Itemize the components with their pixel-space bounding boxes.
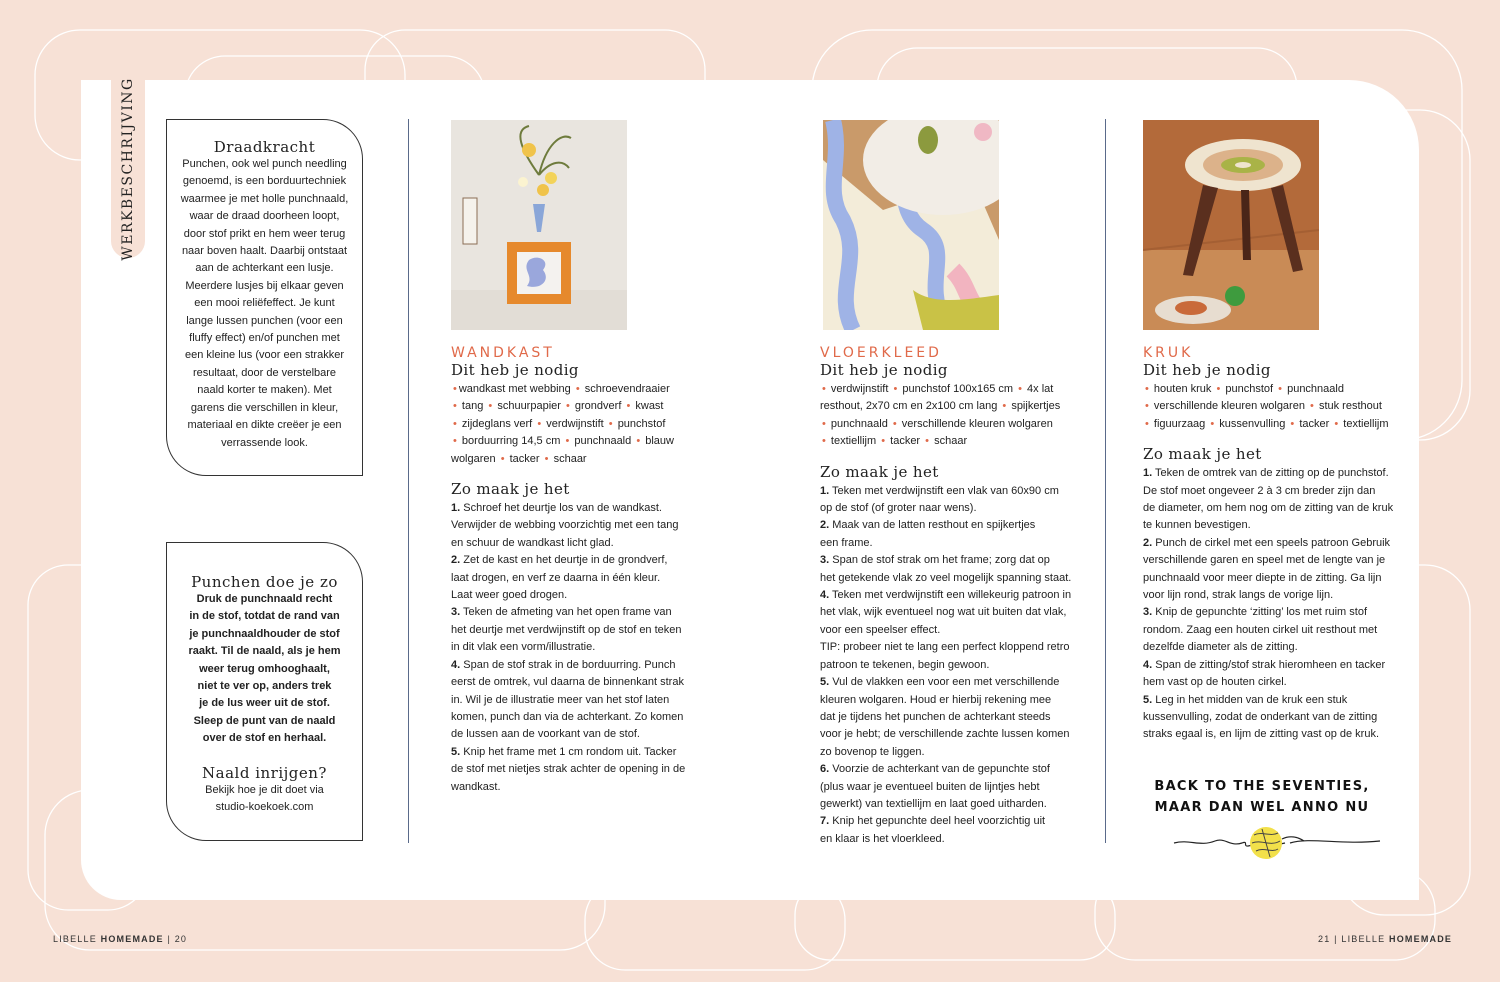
list-item: 4. Span de zitting/stof strak hieromheen en tacker hem vast op de houten cirkel. — [1143, 658, 1386, 689]
kruk-how-heading: Zo maak je het — [1143, 445, 1262, 464]
list-item: 2. Zet de kast en het deurtje in de grondverf, laat drogen, en verf ze daarna in één kleur. Laat weer goed drogen. — [451, 554, 668, 602]
vloerkleed-title: VLOERKLEED — [820, 345, 942, 361]
footer-right: 21 | LIBELLE HOMEMADE — [1318, 934, 1453, 944]
wandkast-photo — [451, 120, 627, 330]
section-tab-label: WERKBESCHRIJVING — [120, 77, 136, 261]
wandkast-how-heading: Zo maak je het — [451, 480, 570, 499]
wandkast-materials: • wandkast met webbing • schroevendraaier • tang • schuurpapier • grondverf • kwast • zijdeglans verf • verdwijnstift • punchstof • borduurring 14,5 cm • punchnaald • blauw wolgaren • tacker • schaar — [451, 383, 674, 465]
list-item: 1. Teken de omtrek van de zitting op de punchstof. De stof moet ongeveer 2 à 3 cm breder zijn dan de diameter, om hem nog om de zitting van de kruk te kunnen bevestigen. — [1143, 467, 1394, 532]
wandkast-need-heading: Dit heb je nodig — [451, 361, 579, 379]
list-item: 4. Span de stof strak in de borduurring. Punch eerst de omtrek, vul daarna de binnenkant strak in. Wil je de illustratie meer van het stof laten komen, punch dan via de achterkant. Zo komen de lussen aan de voorkant van de stof. — [451, 658, 684, 741]
kruk-need-heading: Dit heb je nodig — [1143, 361, 1271, 379]
list-item: 5. Leg in het midden van de kruk een stuk kussenvulling, zodat de onderkant van de zitting straks egaal is, en lijm de zitting vast op de kruk. — [1143, 693, 1379, 741]
list-item: 3. Knip de gepunchte ‘zitting’ los met ruim stof rondom. Zaag een houten cirkel uit resthout met dezelfde diameter als de zitting. — [1143, 606, 1378, 654]
footer-left: LIBELLE HOMEMADE | 20 — [53, 934, 188, 944]
list-item: 1. Teken met verdwijnstift een vlak van 60x90 cm op de stof (of groter naar wens). — [820, 484, 1059, 515]
list-item: 6. Voorzie de achterkant van de gepunchte stof (plus waar je eventueel buiten de lijntjes hebt gewerkt) van textiellijm en laat goed uitharden. — [820, 763, 1050, 810]
column-rule — [408, 119, 409, 843]
wandkast-title: WANDKAST — [451, 345, 555, 361]
list-item: 5. Knip het frame met 1 cm rondom uit. Tacker de stof met nietjes strak achter de opening in de wandkast. — [451, 745, 686, 793]
draadkracht-text: Punchen, ook wel punch needling genoemd, is een borduurtechniek waarmee je met holle punchnaald, waar de draad doorheen loopt, door stof prikt en hem weer terug naar boven haalt. Daarbij ontstaat aan de achterkant een lusje. Meerdere lusjes bij elkaar geven een mooi reliëfeffect. Je kunt lange lussen punchen (voor een fluffy effect) en/of punchen met een kleine lus (voor een strakker resultaat, door de verstelbare naald korter te maken). Met garens die verschillen in kleur, materiaal en dikte creëer je een verrassende look. — [180, 158, 349, 449]
list-item: 4. Teken met verdwijnstift een willekeurig patroon in het vlak, wijk eventueel nog wat uit buiten dat vlak, voor een speelser effect. TIP: probeer niet te lang een perfect kloppend retro patroon te tekenen, begin gewoon. — [820, 589, 1072, 671]
list-item: 2. Maak van de latten resthout en spijkertjes een frame. — [820, 519, 1036, 549]
punchen-box — [166, 542, 363, 841]
slogan: BACK TO THE SEVENTIES, MAAR DAN WEL ANNO NU — [1154, 779, 1370, 815]
punchen-text: Druk de punchnaald recht in de stof, totdat de rand van je punchnaaldhouder de stof raakt. Til de naald, als je hem weer terug omhooghaalt, niet te ver op, anders trek je de lus weer uit de stof. Sleep de punt van de naald over de stof en herhaal. — [188, 593, 341, 745]
yarn-ball-icon — [1170, 815, 1385, 860]
kruk-materials: • houten kruk • punchstof • punchnaald • verschillende kleuren wolgaren • stuk resthout • figuurzaag • kussenvulling • tacker • textiellijm — [1145, 383, 1389, 430]
draadkracht-box — [166, 119, 363, 476]
kruk-title: KRUK — [1143, 345, 1194, 361]
vloerkleed-steps — [820, 483, 1075, 849]
kruk-column — [1143, 345, 1398, 744]
draadkracht-title: Draadkracht — [213, 138, 316, 156]
list-item: 3. Span de stof strak om het frame; zorg dat op het getekende vlak zo veel mogelijk spanning staat. — [820, 554, 1072, 584]
list-item: 2. Punch de cirkel met een speels patroon Gebruik verschillende garen en speel met de lengte van je punchnaald voor meer diepte in de zitting. Ga lijn voor lijn rond, strak langs de vorige lijn. — [1143, 536, 1391, 602]
wandkast-column — [451, 345, 691, 796]
vloerkleed-how-heading: Zo maak je het — [820, 462, 939, 481]
kruk-steps — [1143, 465, 1398, 744]
list-item: 3. Teken de afmeting van het open frame van het deurtje met verdwijnstift op de stof en teken in dit vlak een vorm/illustratie. — [451, 606, 682, 654]
list-item: 1. Schroef het deurtje los van de wandkast. Verwijder de webbing voorzichtig met een tang en schuur de wandkast licht glad. — [451, 502, 679, 549]
kruk-photo — [1143, 120, 1319, 330]
vloerkleed-need-heading: Dit heb je nodig — [820, 361, 948, 379]
list-item: 5. Vul de vlakken een voor een met verschillende kleuren wolgaren. Houd er hierbij rekening mee dat je tijdens het punchen de achterkant steeds voor je hebt; de verschillende zachte lussen komen zo bovenop te liggen. — [820, 676, 1070, 758]
vloerkleed-materials: • verdwijnstift • punchstof 100x165 cm • 4x lat resthout, 2x70 cm en 2x100 cm lang • spijkertjes • punchnaald • verschillende kleuren wolgaren • textiellijm • tacker • schaar — [820, 383, 1061, 448]
section-tab — [111, 77, 145, 261]
column-rule — [1105, 119, 1106, 843]
punchen-title: Punchen doe je zo — [191, 573, 338, 591]
vloerkleed-column — [820, 345, 1075, 848]
naald-title: Naald inrijgen? — [202, 763, 327, 782]
vloerkleed-photo — [823, 120, 999, 330]
wandkast-steps — [451, 500, 691, 796]
naald-text: Bekijk hoe je dit doet via studio-koekoek.com — [205, 783, 324, 814]
list-item: 7. Knip het gepunchte deel heel voorzichtig uit en klaar is het vloerkleed. — [820, 815, 1046, 845]
